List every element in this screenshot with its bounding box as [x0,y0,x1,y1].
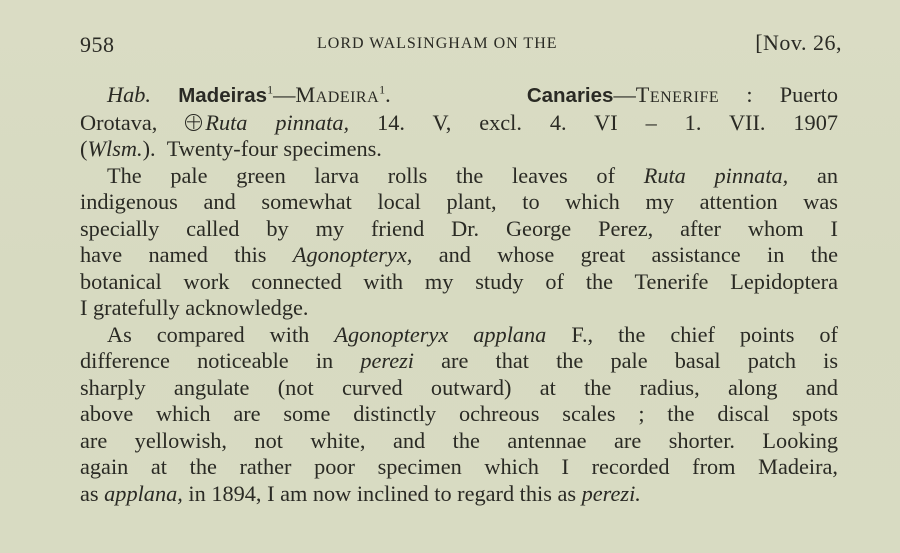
plant-name: Ruta pinnata, [205,109,350,135]
paragraph2-line-3: sharply angulate (not curved outward) at the radius, along and [80,374,838,400]
running-title: LORD WALSINGHAM ON THE [317,35,558,52]
paragraph2-line-7 [80,481,838,508]
footnote-marker: 1 [379,82,386,97]
text: in 1894, I am now inclined to regard this as [188,480,577,506]
place-continued: Orotava, [80,109,158,135]
species-name: Agonopteryx applana [334,321,547,347]
genus-name: Agonopteryx, [292,242,413,267]
paragraph2-line-4: above which are some distinctly ochreous scales ; the discal spots [80,401,838,426]
habitat-line-3 [80,136,838,163]
collection-dates: 14. V, excl. 4. VI – 1. VII. 1907 [377,109,839,135]
page-header [80,30,850,60]
text: F., the chief points of [571,321,838,347]
paragraph1-line-1 [80,163,838,190]
text: are that the pale basal patch is [441,348,838,373]
paragraph2-line-2 [80,348,838,375]
paren-open: ( [80,136,88,161]
hab-label: Hab. [107,82,151,107]
region-canaries: Canaries [526,84,614,107]
habitat-line-1 [80,82,838,110]
header-date: [Nov. 26, [755,30,842,55]
text: and whose great assistance in the [438,242,839,267]
species-name: perezi [360,348,415,373]
specimen-count: Twenty-four specimens. [166,136,382,161]
locality-madeira: Madeira [295,82,380,107]
locality-tenerife: Tenerife [635,82,720,107]
page-number: 958 [80,32,115,57]
body-text [80,82,838,507]
region-madeiras: Madeiras [178,84,268,107]
text: have named this [80,242,267,267]
paragraph1-line-3: specially called by my friend Dr. George Perez, after whom I [80,215,838,241]
paragraph1-line-2: indigenous and somewhat local plant, to which my attention was [80,189,838,214]
footnote-marker: 1 [267,82,274,97]
paren-close: ). [142,136,156,161]
place: : Puerto [746,82,838,107]
text: As compared with [107,321,310,347]
text: as [80,480,99,506]
text: an [816,162,839,188]
text: The pale green larva rolls the leaves of [107,162,615,188]
circle-plus-icon [185,114,202,131]
paragraph2-line-6: again at the rather poor specimen which I recorded from Madeira, [80,454,838,479]
text: difference noticeable in [80,348,334,373]
period: . [385,82,391,107]
species-name: perezi. [581,480,641,506]
paragraph1-line-4 [80,242,838,269]
collector-abbrev: Wlsm. [87,136,143,161]
paragraph1-line-6: I gratefully acknowledge. [80,295,309,320]
paragraph2-line-5: are yellowish, not white, and the antennae are shorter. Looking [80,427,838,453]
paragraph2-line-1 [80,322,838,349]
plant-name: Ruta pinnata, [643,162,789,188]
species-name: applana, [104,480,183,506]
dash: — [613,82,636,107]
paragraph1-line-5: botanical work connected with my study of the Tenerife Lepidoptera [80,268,838,294]
habitat-line-2 [80,110,838,137]
dash: — [273,82,296,107]
